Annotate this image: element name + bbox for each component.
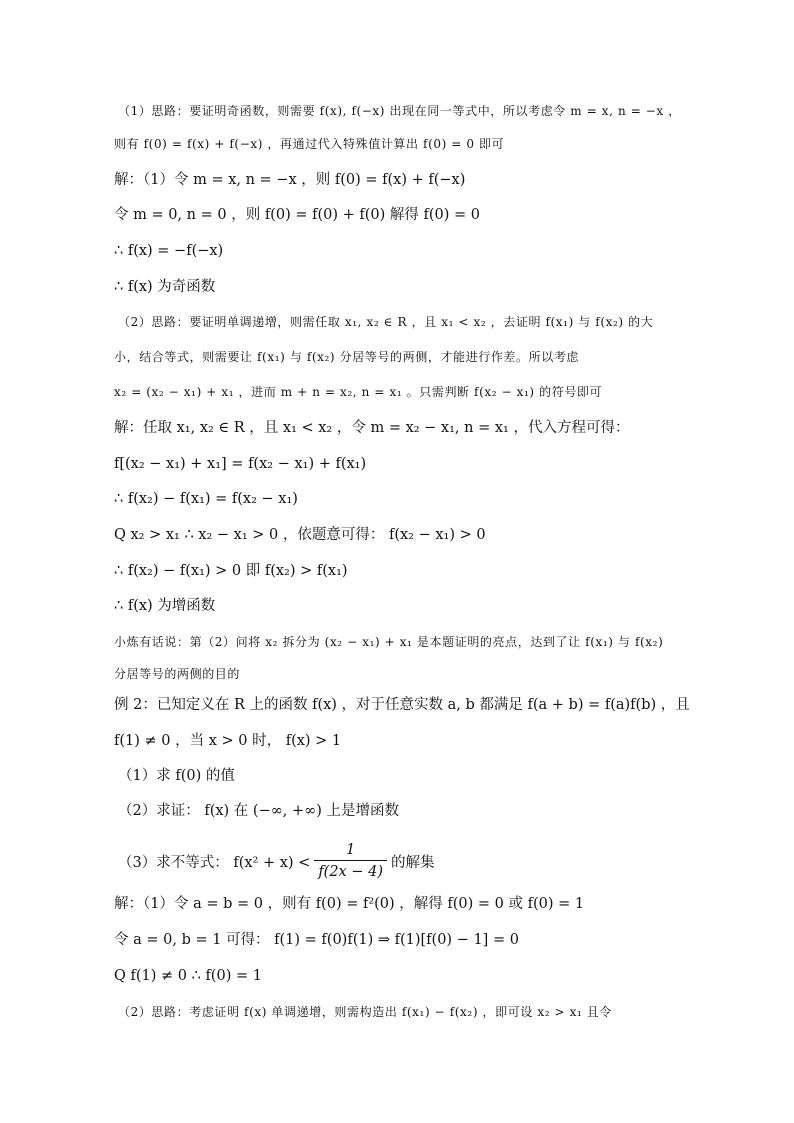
fraction-denominator: f(2x − 4): [318, 864, 383, 880]
fraction-numerator: 1: [346, 842, 356, 858]
text-line: 分居等号的两侧的目的: [114, 667, 241, 681]
inequality-line: [118, 836, 435, 886]
text-line: 解：（1）令 m = x, n = −x ，则 f(0) = f(x) + f(−x): [114, 172, 466, 188]
text-line: 令 a = 0, b = 1 可得： f(1) = f(0)f(1) ⇒ f(1)[f(0) − 1] = 0: [114, 932, 519, 948]
fraction: [314, 842, 387, 880]
text-line: 令 m = 0, n = 0 ，则 f(0) = f(0) + f(0) 解得 f(0) = 0: [114, 207, 480, 223]
text-line: ∴ f(x₂) − f(x₁) = f(x₂ − x₁): [114, 491, 298, 507]
text-line: Q f(1) ≠ 0 ∴ f(0) = 1: [114, 968, 262, 984]
text-line: （2）思路：要证明单调递增，则需任取 x₁, x₂ ∈ R ，且 x₁ < x₂ ，去证明 f(x₁) 与 f(x₂) 的大: [118, 315, 654, 329]
text-line: 小炼有话说：第（2）问将 x₂ 拆分为 (x₂ − x₁) + x₁ 是本题证明的亮点，达到了让 f(x₁) 与 f(x₂): [114, 635, 664, 649]
text-line: ∴ f(x) 为奇函数: [114, 279, 216, 295]
text-line: x₂ = (x₂ − x₁) + x₁ ，进而 m + n = x₂, n = x₁ 。只需判断 f(x₂ − x₁) 的符号即可: [114, 385, 603, 399]
text-line: （1）思路：要证明奇函数，则需要 f(x), f(−x) 出现在同一等式中，所以考虑令 m = x, n = −x ，: [118, 104, 681, 118]
text-line: （1）求 f(0) 的值: [118, 768, 235, 784]
text-line: 则有 f(0) = f(x) + f(−x) ，再通过代入特殊值计算出 f(0) = 0 即可: [114, 137, 505, 151]
inequality-prefix: （3）求不等式： f(x² + x) <: [118, 854, 311, 871]
text-line: 解：（1）令 a = b = 0 ，则有 f(0) = f²(0) ，解得 f(0) = 0 或 f(0) = 1: [114, 896, 585, 912]
inequality-suffix: 的解集: [391, 854, 435, 871]
text-line: Q x₂ > x₁ ∴ x₂ − x₁ > 0 ，依题意可得： f(x₂ − x₁) > 0: [114, 527, 486, 543]
text-line: f[(x₂ − x₁) + x₁] = f(x₂ − x₁) + f(x₁): [114, 456, 367, 472]
text-line: （2）思路：考虑证明 f(x) 单调递增，则需构造出 f(x₁) − f(x₂) ，即可设 x₂ > x₁ 且令: [118, 1005, 612, 1019]
text-line: ∴ f(x) 为增函数: [114, 598, 216, 614]
text-line: f(1) ≠ 0 ，当 x > 0 时， f(x) > 1: [114, 733, 342, 749]
text-line: （2）求证： f(x) 在 (−∞, +∞) 上是增函数: [118, 803, 400, 819]
text-line: 解：任取 x₁, x₂ ∈ R ，且 x₁ < x₂ ，令 m = x₂ − x₁, n = x₁ ，代入方程可得：: [114, 420, 630, 436]
text-line: ∴ f(x₂) − f(x₁) > 0 即 f(x₂) > f(x₁): [114, 563, 348, 579]
text-line: ∴ f(x) = −f(−x): [114, 243, 224, 259]
text-line: 小，结合等式，则需要让 f(x₁) 与 f(x₂) 分居等号的两侧，才能进行作差。所以考虑: [114, 350, 580, 364]
example-heading: 例 2：已知定义在 R 上的函数 f(x) ，对于任意实数 a, b 都满足 f(a + b) = f(a)f(b) ，且: [114, 697, 690, 713]
